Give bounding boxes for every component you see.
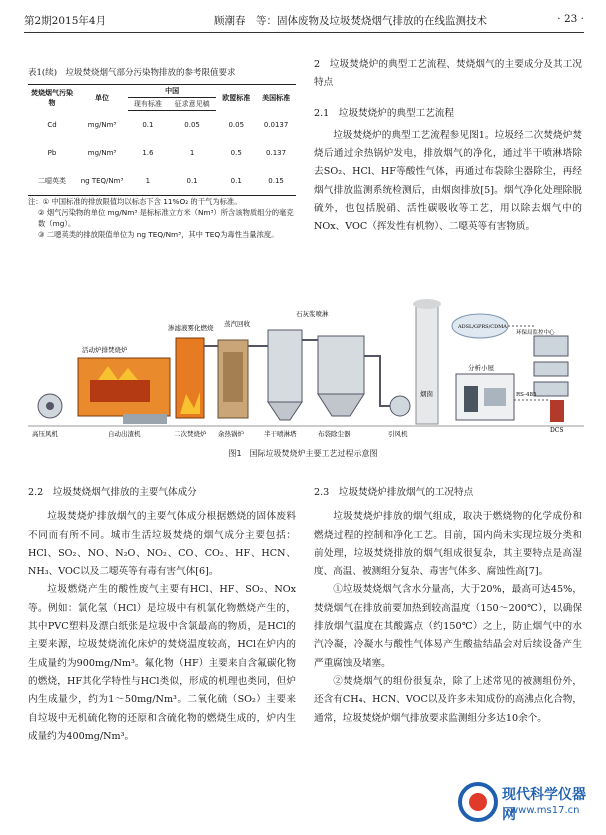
note: ③ 二噁英类的排放限值单位为 ng TEQ/Nm³，其中 TEQ为毒性当量浓度。: [38, 230, 279, 239]
section-2-3: [314, 484, 582, 728]
figure-caption: 图1 国际垃圾焚烧炉主要工艺过程示意图: [228, 449, 378, 458]
label-slag: 自动出渣机: [108, 430, 141, 438]
label-rs: RS-485: [516, 392, 537, 398]
bag-filter-icon: [318, 336, 364, 394]
label-internet: ADSL/GPRS/CDMA: [458, 324, 507, 330]
subsection-title: 2.2 垃圾焚烧烟气排放的主要气体成分: [28, 487, 197, 498]
site-watermark: [456, 780, 596, 826]
table-row: [28, 167, 296, 196]
emission-limits-table: [28, 84, 296, 196]
running-header: [24, 10, 584, 33]
table-cell: 0.5: [230, 149, 242, 157]
paragraph: 垃圾焚烧炉排放的烟气组成，取决于燃烧物的化学成份和燃烧过程的控制和净化工艺。目前，国内尚未实现垃圾分类和前处理，垃圾焚烧排放的烟气组成很复杂，其主要特点是高湿度、高温、被测组分复杂、毒害气体多、腐蚀性高[7]。: [314, 511, 582, 578]
table-cell: mg/Nm³: [87, 149, 117, 157]
watermark-name: 现代科学仪器网: [502, 787, 586, 823]
process-diagram: [28, 296, 584, 440]
col-draft: 征求意见稿: [168, 98, 217, 111]
col-unit: 单位: [76, 85, 128, 111]
subsection-title: 2.1 垃圾焚烧炉的典型工艺流程: [314, 107, 454, 119]
section-title: 2 垃圾焚烧炉的典型工艺流程、焚烧烟气的主要成分及其工况特点: [314, 59, 582, 89]
table-cell: 0.0137: [263, 120, 289, 129]
furnace-icon: [78, 358, 170, 416]
table-row: [28, 139, 296, 167]
table-cell: ng TEQ/Nm³: [76, 167, 128, 196]
label-bag: 布袋除尘器: [318, 430, 351, 438]
label-lime: 石灰浆喷淋: [296, 310, 329, 318]
col-pollutant: 焚烧烟气污染物: [28, 85, 76, 111]
label-idfan: 引风机: [388, 430, 408, 438]
table-cell: mg/Nm³: [87, 120, 117, 129]
label-semidry: 半干喷淋塔: [264, 430, 297, 438]
table-cell: Cd: [47, 120, 57, 129]
logo-icon: [456, 780, 500, 824]
id-fan-icon: [390, 396, 410, 416]
table-cell: 0.1: [216, 167, 256, 196]
label-fan: 高压风机: [32, 430, 58, 438]
table-cell: Pb: [47, 149, 57, 157]
table-notes: [28, 196, 296, 240]
table-cell: 1: [189, 149, 195, 157]
label-stack: 烟囱: [420, 390, 433, 398]
note: 注：① 中国标准的排放限值均以标态下含 11%O₂ 的干气为标准。: [28, 197, 242, 206]
paragraph: 垃圾燃烧产生的酸性废气主要有HCl、HF、SO₂、NOx等。例如：氯化氢（HCl）是垃圾中有机氯化物燃烧产生的，其中PVC塑料及漂白纸张是垃圾中含氯最高的物质，是HCl的主要来源，垃圾焚烧流化床炉的焚烧温度较高，HCl在炉内的生成量约为900mg/Nm³。氟化物（HF）主要来自含氟碳化物的燃烧，HF其化学特性与HCl类似，形成的机理也类同，但炉内生成量少，约为1～50mg/Nm³。二氧化硫（SO₂）主要来自垃圾中无机硫化物的还原和含硫化物的燃烧生成的，炉内生成量约为400mg/Nm³。: [28, 584, 296, 742]
section-2: [314, 56, 582, 237]
table-cell: 0.05: [228, 120, 245, 129]
label-boiler: 余热锅炉: [218, 430, 244, 438]
label-pc: 环保局监控中心: [516, 330, 555, 336]
label-steam: 蒸汽回收: [224, 320, 250, 328]
fan-icon: [38, 394, 62, 418]
table-row: [28, 111, 296, 140]
subsection-title: 2.3 垃圾焚烧炉排放烟气的工况特点: [314, 487, 474, 498]
pc-icon: [534, 336, 568, 356]
col-us: 美国标准: [256, 85, 296, 111]
table-cell: 0.15: [256, 167, 296, 196]
paragraph: 垃圾焚烧炉排放烟气的主要气体成分根据燃烧的固体废料不同而有所不同。城市生活垃圾焚烧的烟气成分主要包括：HCl、SO₂、NO、N₂O、NO₂、CO、CO₂、HF、HCN、NH₃、VOC以及二噁英等有毒有害气体[6]。: [28, 511, 296, 578]
slag-conveyor: [123, 414, 167, 424]
col-eu: 欧盟标准: [216, 85, 256, 111]
paragraph: ②焚烧烟气的组份很复杂，除了上述常见的被测组份外，还含有CH₄、HCN、VOC以及许多未知成份的高沸点化合物，通常，垃圾焚烧炉烟气排放要求监测组分多达10余个。: [314, 675, 582, 724]
label-second: 二次焚烧炉: [174, 430, 207, 438]
col-current: 现有标准: [128, 98, 168, 111]
label-spray: 渗滤液雾化燃烧: [168, 324, 214, 332]
table-cell: 0.1: [142, 121, 154, 129]
table-cell: 0.1: [168, 167, 217, 196]
table-cell: 1: [128, 167, 168, 196]
paragraph: 垃圾焚烧炉的典型工艺流程参见图1。垃圾经二次焚烧炉焚烧后通过余热锅炉发电，排放烟气的净化，通过半干喷淋塔除去SO₂、HCl、HF等酸性气体，再通过布袋除尘器除尘，再经烟气排放监测系统检测后，由烟囱排放[5]。烟气净化处理除脱硫外，也包括脱硝、活性碳吸收等工艺，用以除去烟气中的NOx、VOC（挥发性有机物）、二噁英等有害物质。: [314, 129, 582, 233]
table-cell: 0.137: [266, 149, 287, 157]
issue-label: 第2期2015年4月: [24, 15, 107, 27]
table-cell: 1.6: [142, 149, 154, 157]
section-2-2: [28, 484, 296, 746]
table-cell: 二噁英类: [28, 167, 76, 196]
dcs-icon: [550, 400, 564, 422]
label-dcs: DCS: [550, 427, 564, 434]
label-cabin: 分析小屋: [468, 364, 494, 372]
label-furnace: 活动炉排焚烧炉: [82, 346, 128, 354]
running-title: 顾潮春 等：固体废物及垃圾焚烧烟气排放的在线监测技术: [214, 15, 487, 27]
note: ② 烟气污染物的单位 mg/Nm³ 是标标准立方米（Nm³）所含该物质组分的毫克数（mg）。: [38, 208, 294, 228]
semidry-tower-icon: [268, 330, 302, 402]
col-group-china: 中国: [128, 85, 216, 98]
table-cell: 0.05: [184, 121, 200, 129]
paragraph: ①垃圾焚烧烟气含水分量高，大于20%，最高可达45%，焚烧烟气在排放前要加热到较高温度（150～200℃），以确保排放烟气温度在其酸露点（约150℃）之上，防止烟气中的水汽冷凝，冷凝水与酸性气体易产生酸盐结晶会对后续设备产生严重腐蚀及堵塞。: [314, 584, 582, 669]
table-caption: 表1(续) 垃圾焚烧烟气部分污染物排放的参考限值要求: [28, 68, 236, 78]
stack-icon: [416, 306, 438, 424]
page-number: · 23 ·: [557, 13, 584, 25]
watermark-url: www.ms17.cn: [510, 805, 580, 816]
